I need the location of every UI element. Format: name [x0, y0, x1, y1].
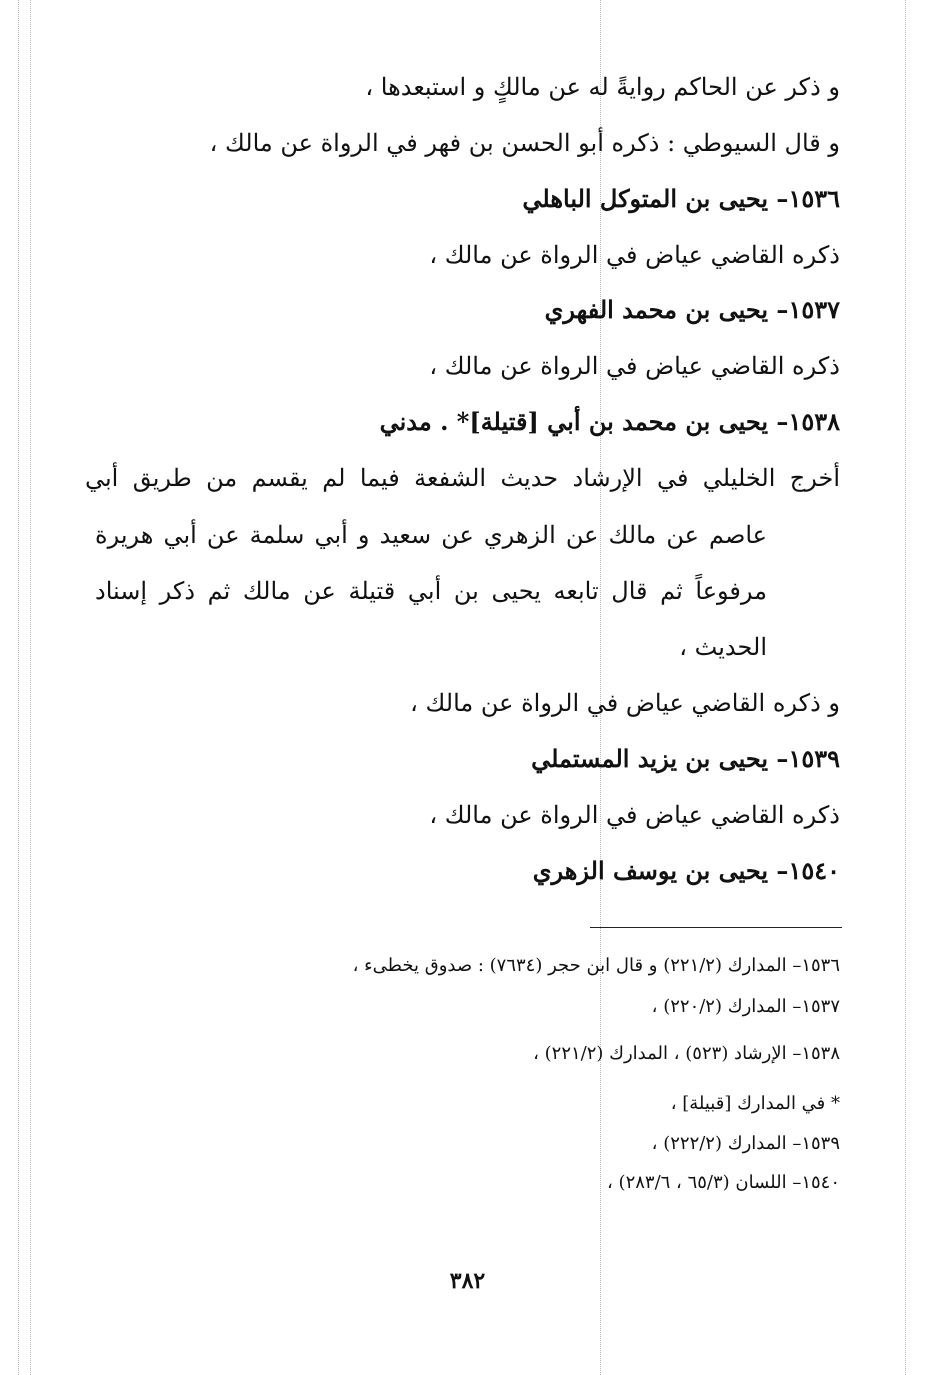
- entry-heading: ١٥٣٦– يحيى بن المتوكل الباهلي: [522, 184, 840, 213]
- footnote: ١٥٣٧– المدارك (٢٢٠/٢) ،: [651, 996, 840, 1017]
- entry-heading: ١٥٣٨– يحيى بن محمد بن أبي [قتيلة]* . مدني: [379, 407, 840, 436]
- text-line: ذكره القاضي عياض في الرواة عن مالك ،: [429, 801, 840, 829]
- footnote: ١٥٣٩– المدارك (٢٢٢/٢) ،: [651, 1133, 840, 1154]
- scan-guide-line: [18, 0, 19, 1375]
- scan-guide-line: [905, 0, 906, 1375]
- text-line: ذكره القاضي عياض في الرواة عن مالك ،: [429, 352, 840, 380]
- entry-heading: ١٥٣٩– يحيى بن يزيد المستملي: [531, 744, 840, 773]
- footnote: ١٥٣٦– المدارك (٢٢١/٢) و قال ابن حجر (٧٦٣٤) : صدوق يخطىء ،: [352, 955, 840, 976]
- text-line: و ذكر عن الحاكم روايةً له عن مالكٍ و استبعدها ،: [365, 73, 840, 101]
- entry-heading: ١٥٤٠– يحيى بن يوسف الزهري: [532, 856, 840, 885]
- text-line: الحديث ،: [679, 633, 767, 661]
- text-line: ذكره القاضي عياض في الرواة عن مالك ،: [429, 241, 840, 269]
- text-line: عاصم عن مالك عن الزهري عن سعيد و أبي سلمة عن أبي هريرة: [95, 521, 767, 549]
- footnote: ١٥٣٨– الإرشاد (٥٢٣) ، المدارك (٢٢١/٢) ،: [533, 1043, 840, 1064]
- text-line: أخرج الخليلي في الإرشاد حديث الشفعة فيما لم يقسم من طريق أبي: [85, 464, 840, 492]
- text-line: و قال السيوطي : ذكره أبو الحسن بن فهر في الرواة عن مالك ،: [209, 129, 840, 157]
- entry-heading: ١٥٣٧– يحيى بن محمد الفهري: [544, 295, 840, 324]
- text-line: و ذكره القاضي عياض في الرواة عن مالك ،: [410, 689, 840, 717]
- footnote: ١٥٤٠– اللسان (٦٥/٣ ، ٢٨٣/٦) ،: [607, 1172, 840, 1193]
- footnote: * في المدارك [قبيلة] ،: [670, 1093, 840, 1114]
- scan-guide-line: [30, 0, 31, 1375]
- text-line: مرفوعاً ثم قال تابعه يحيى بن أبي قتيلة عن مالك ثم ذكر إسناد: [95, 577, 767, 605]
- footnote-divider: [590, 927, 842, 928]
- page-number: ٣٨٢: [449, 1268, 486, 1294]
